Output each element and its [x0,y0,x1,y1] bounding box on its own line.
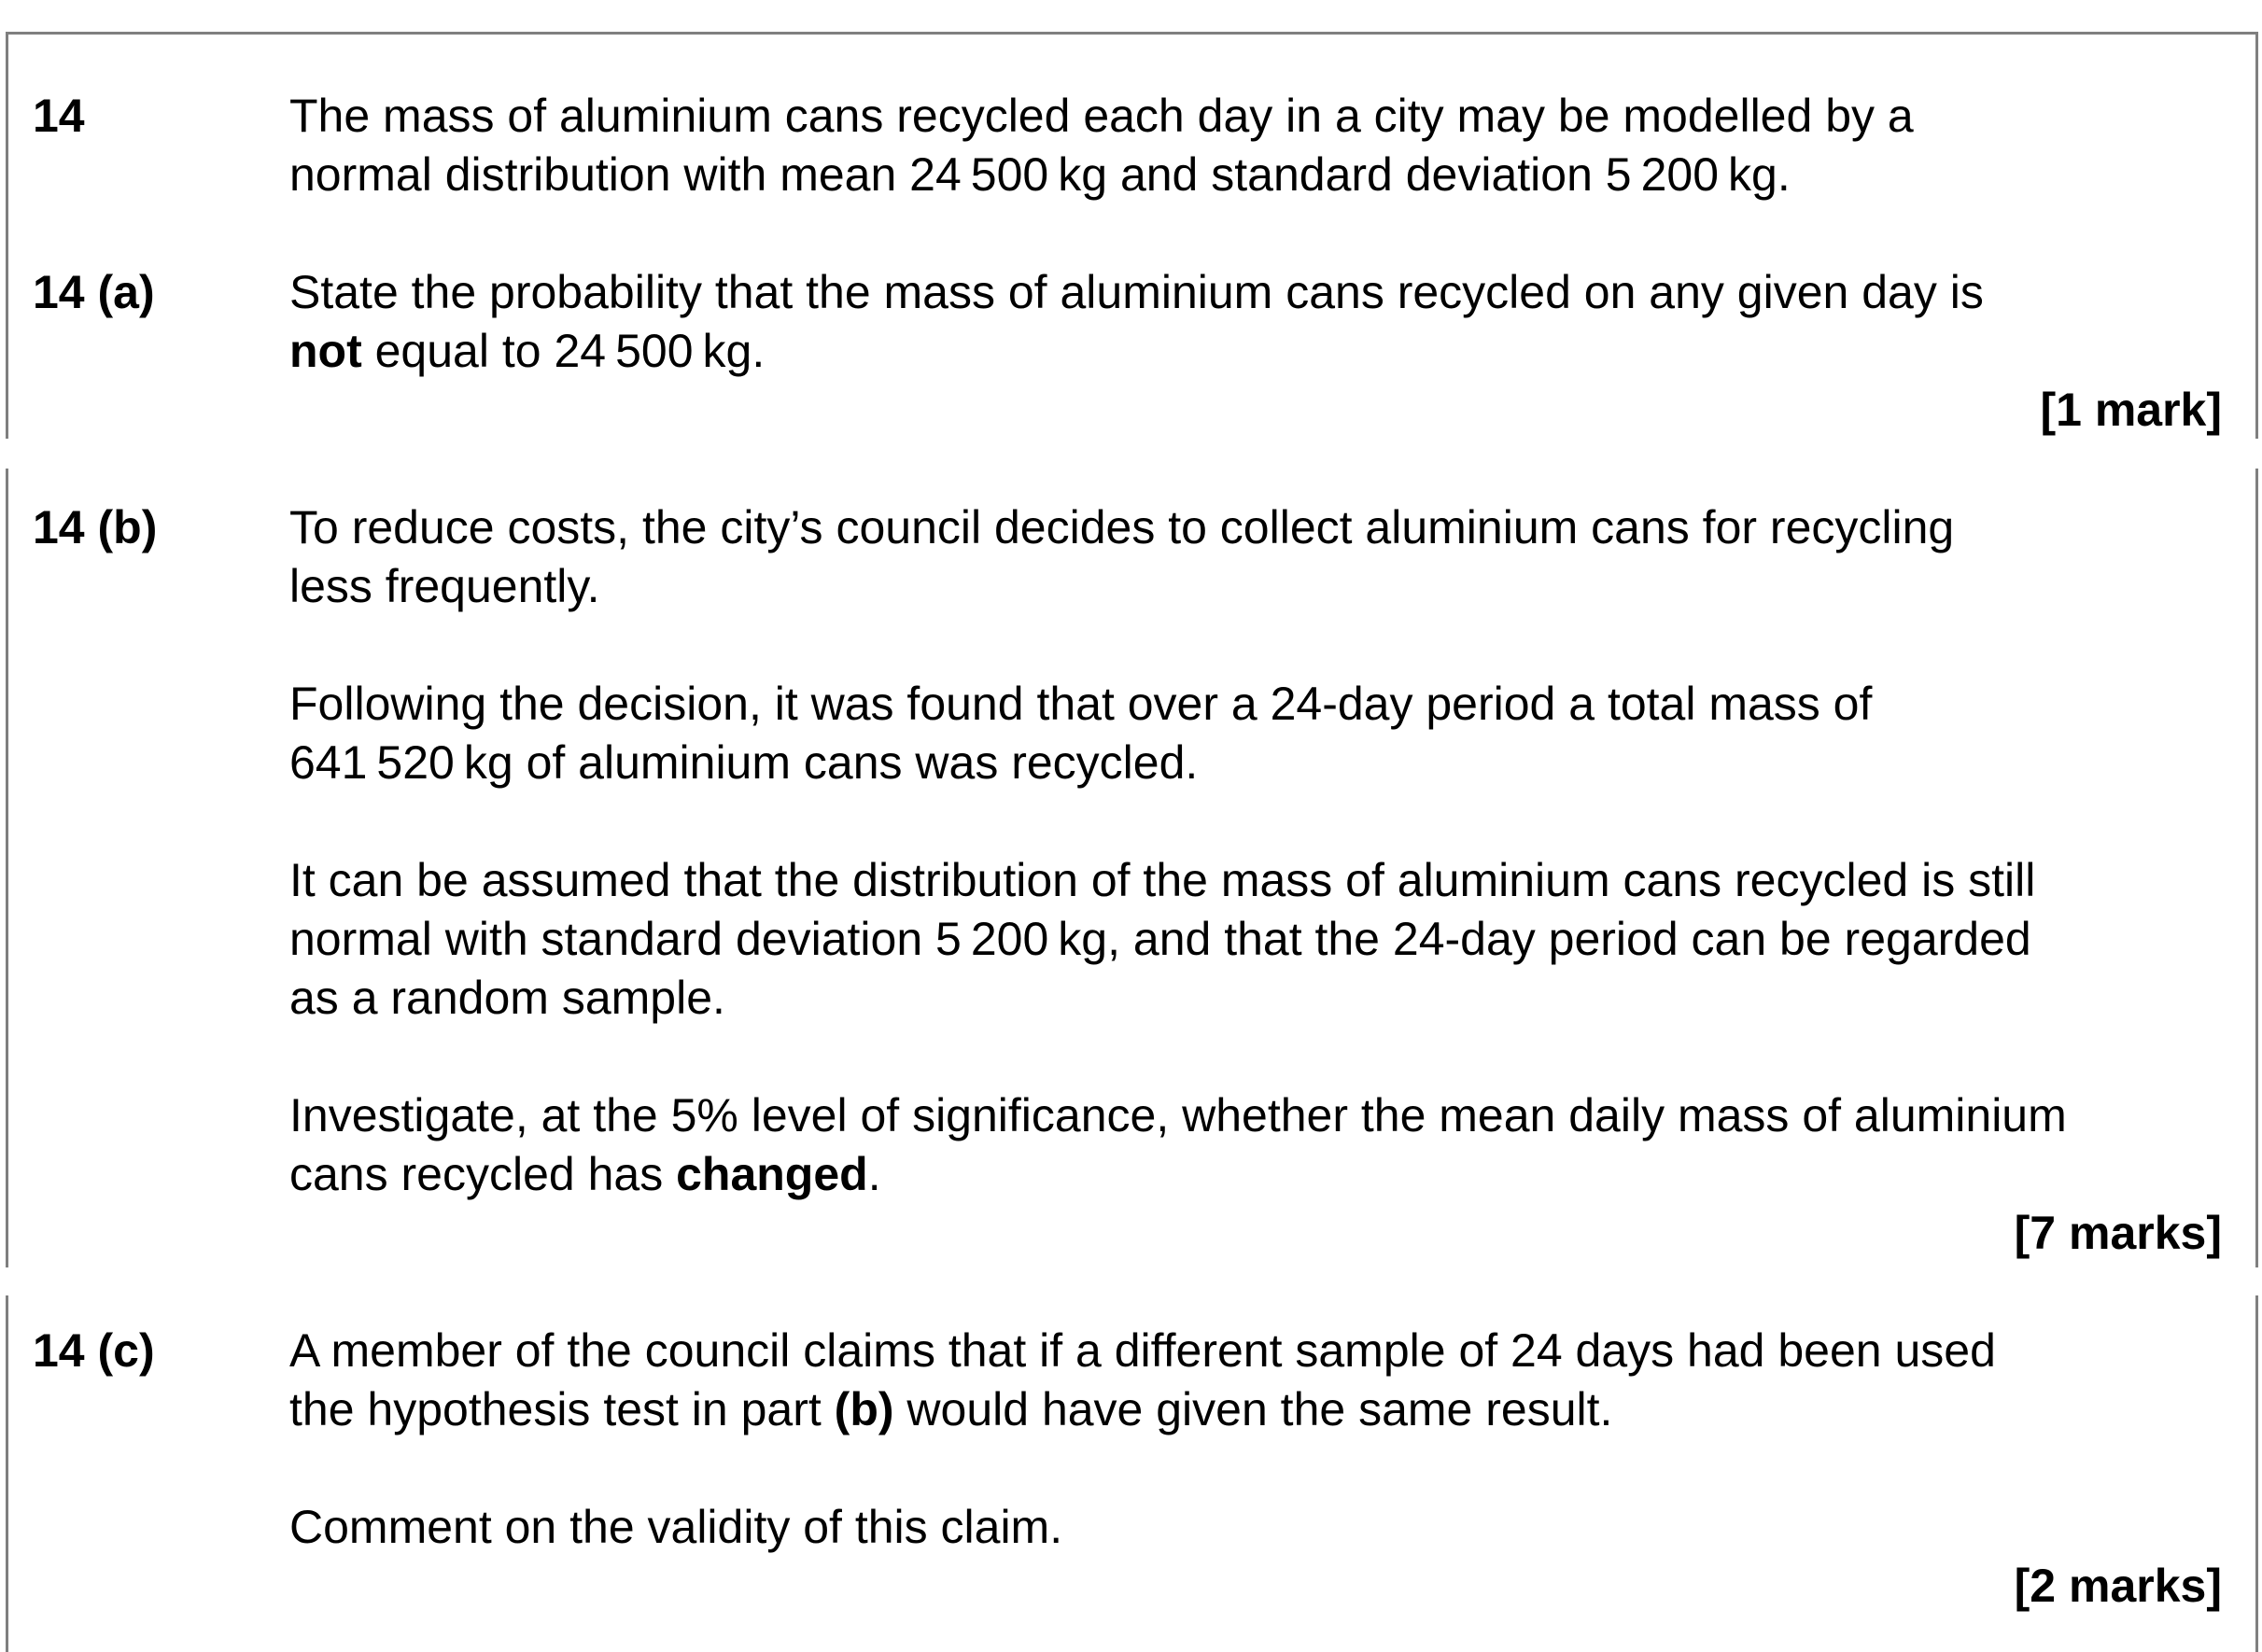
part-a-line-2-rest: equal to 24 500 kg. [361,325,766,377]
part-b-para3-line-2: normal with standard deviation 5 200 kg, and that the 24-day period can be regarded [289,913,2031,965]
part-a-number: 14 (a) [33,266,155,318]
part-b-para3-line-1: It can be assumed that the distribution of the mass of aluminium cans recycled is still [289,854,2036,906]
part-c-line-1: A member of the council claims that if a different sample of 24 days had been used [289,1324,1996,1377]
part-a-emphasis: not [289,325,362,377]
part-b-para4-line-1: Investigate, at the 5% level of significance, whether the mean daily mass of aluminium [289,1089,2067,1141]
part-c-line-2-pre: the hypothesis test in part [289,1383,835,1435]
part-c-emphasis: (b) [834,1383,894,1435]
part-a-line-2 [289,322,765,381]
stem-line-1: The mass of aluminium cans recycled each day in a city may be modelled by a [289,90,1914,142]
part-a-line-1: State the probability that the mass of aluminium cans recycled on any given day is [289,266,1984,318]
part-b-marks: [7 marks] [2014,1207,2222,1259]
part-a-marks: [1 mark] [2040,384,2222,436]
part-b-para4-pre: cans recycled has [289,1148,677,1200]
part-b-para2-line-1: Following the decision, it was found that over a 24-day period a total mass of [289,678,1873,730]
part-b-para4-line-2 [289,1145,881,1204]
part-b-emphasis: changed [676,1148,868,1200]
part-b-para1-line-1: To reduce costs, the city’s council decides to collect aluminium cans for recycling [289,501,1955,553]
question-number: 14 [33,90,85,142]
part-c-line-2-post: would have given the same result. [893,1383,1613,1435]
part-b-para3-line-3: as a random sample. [289,972,725,1024]
part-b-para2-line-2: 641 520 kg of aluminium cans was recycled. [289,736,1199,789]
stem-line-2: normal distribution with mean 24 500 kg and standard deviation 5 200 kg. [289,148,1791,201]
part-c-line-2 [289,1380,1612,1439]
part-b-para1-line-2: less frequently. [289,560,600,612]
part-c-marks: [2 marks] [2014,1560,2222,1612]
part-c-line-3: Comment on the validity of this claim. [289,1501,1063,1553]
part-b-para4-post: . [867,1148,881,1200]
part-c-number: 14 (c) [33,1324,155,1377]
part-b-number: 14 (b) [33,501,158,553]
